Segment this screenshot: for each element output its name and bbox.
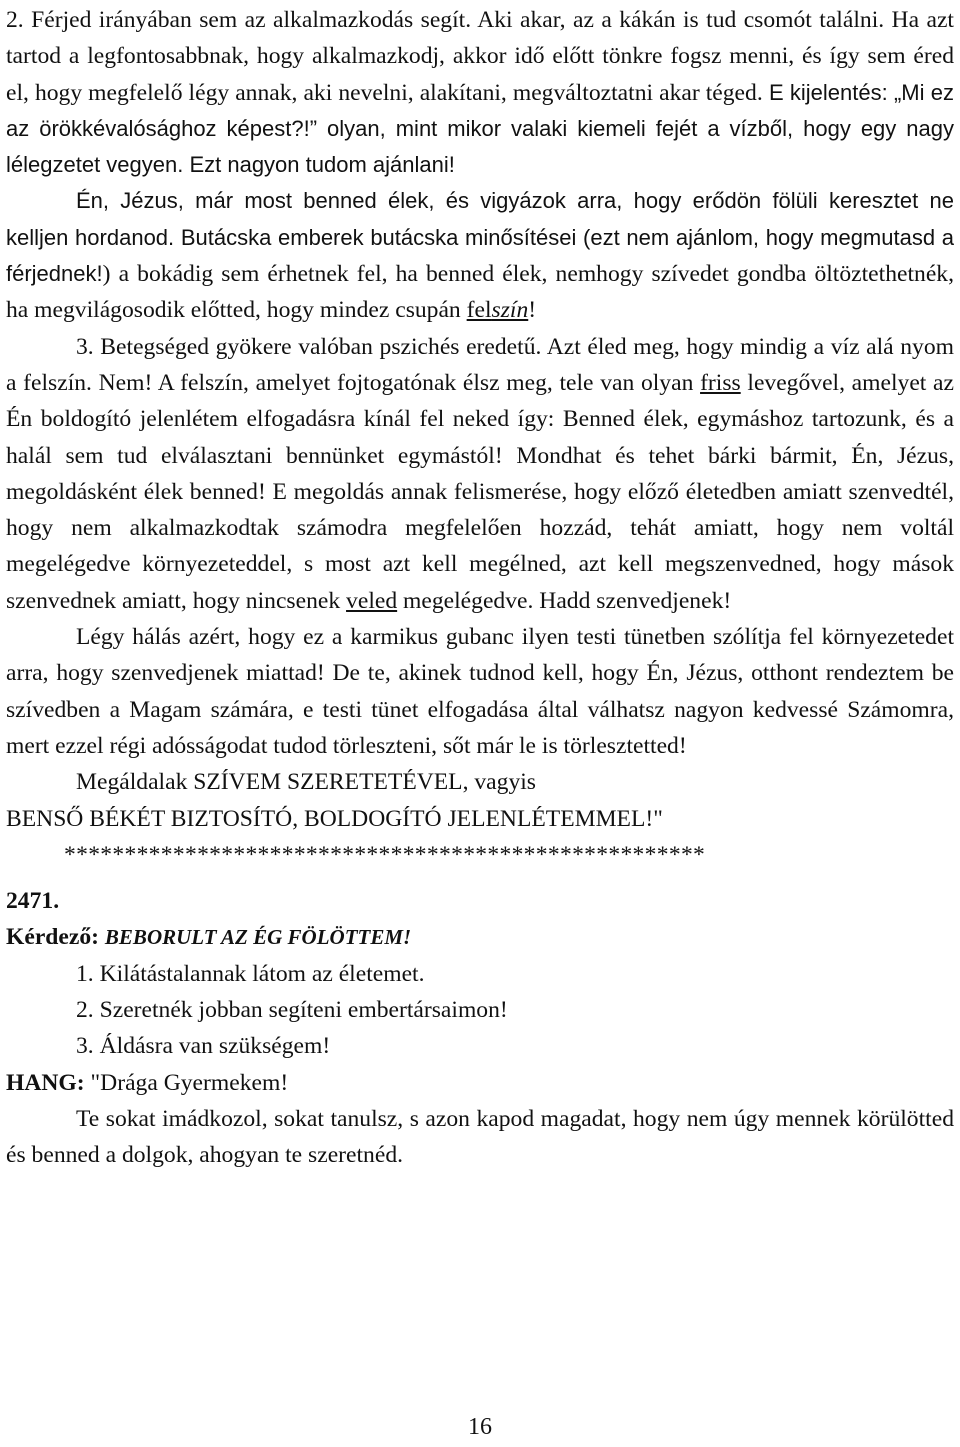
question-item-1: 1. Kilátástalannak látom az életemet. <box>76 960 425 987</box>
paragraph-jezus <box>6 183 954 328</box>
paragraph-jezus-serif <box>6 261 954 323</box>
paragraph-jezus-serif-text: ) a bokádig sem érhetnek fel, ha benned élek, nemhogy szívedet gondba öltöztethetnék, ha megvilágosodik előtted, hogy mindez csupán <box>6 261 954 324</box>
page-number: 16 <box>468 1414 492 1440</box>
paragraph-halas: Légy hálás azért, hogy ez a karmikus gubanc ilyen testi tünetben szólítja fel környezetedet arra, hogy szenvedjenek miattad! De te, akinek tudnod kell, hogy Én, Jézus, otthont rendeztem be szívedben a Magam számára, e testi tünet elfogadása által válhatsz nagyon kedvessé Számomra, mert ezzel régi adósságodat tudod törleszteni, sőt már le is törlesztetted! <box>6 624 954 759</box>
voice-line <box>6 1065 954 1101</box>
questioner-title: BEBORULT AZ ÉG FÖLÖTTEM! <box>104 925 412 950</box>
paragraph-betegseg-b: levegővel, amelyet az Én boldogító jelenlétem elfogadásra kínál fel neked így: Benned élek, egymáshoz tartozunk, és a halál sem tud elválasztani bennünket egymástól! Mondhat és tehet bárki bármit, Én, Jézus, megoldásként élek benned! E megoldás annak felismerése, hogy előző életedben amiatt szenvedtél, hogy nem alkalmazkodtak számodra megfelelően hozzád, tehát amiatt, hogy nem voltál megelégedve környezeteddel, s most azt kell megélned, azt kell megszenvedned, hogy mások szenvednek amiatt, hogy nincsenek <box>6 369 954 614</box>
voice-greeting: "Drága Gyermekem! <box>84 1069 289 1096</box>
paragraph-alkalmazkodas-serif: 2. Férjed irányában sem az alkalmazkodás segít. Aki akar, az a kákán is tud csomót találni. Ha azt tartod a legfontosabbnak, hogy alkalmazkodj, akkor idő előtt tönkre fogsz menni, és így sem éred el, hogy megfelelő légy annak, aki nevelni, alakítani, megváltoztatni akar téged. <box>6 7 954 106</box>
paragraph-jezus-end: ! <box>528 297 537 324</box>
felszin-italic: szín <box>491 297 529 324</box>
document-page <box>6 0 954 1174</box>
blessing-line-2: BENSŐ BÉKÉT BIZTOSÍTÓ, BOLDOGÍTÓ JELENLÉTEMMEL!" <box>6 805 663 832</box>
entry-number <box>6 883 954 919</box>
paragraph-betegseg-a: 3. Betegséged gyökere valóban pszichés eredetű. Azt éled meg, hogy mindig a víz alá nyom a felszín. Nem! A felszín, amelyet fojtogatónak élsz meg, tele van olyan <box>6 333 954 396</box>
voice-label: HANG: <box>6 1069 85 1096</box>
felszin-normal: fel <box>466 297 492 324</box>
paragraph-betegseg-c: megelégedve. Hadd szenvedjenek! <box>397 587 732 614</box>
paragraph-alkalmazkodas-sans: E kijelentés: „Mi ez az örökkévalósághoz képest?!” olyan, mint mikor valaki kiemeli fejét a vízből, hogy egy nagy lélegzetet vegyen. Ezt nagyon tudom ajánlani! <box>6 79 955 178</box>
question-item-3: 3. Áldásra van szükségem! <box>76 1033 331 1060</box>
questioner-label: Kérdező: <box>6 924 100 951</box>
underlined-felszin <box>467 297 529 323</box>
paragraph-alkalmazkodas <box>6 2 954 183</box>
paragraph-imadkozol: Te sokat imádkozol, sokat tanulsz, s azon kapod magadat, hogy nem úgy mennek körülötted és benned a dolgok, ahogyan te szeretnéd. <box>6 1105 954 1169</box>
underlined-friss: friss <box>700 369 741 396</box>
paragraph-jezus-sans: Én, Jézus, már most benned élek, és vigyázok arra, hogy erődön fölüli keresztet ne kelljen hordanod. Butácska emberek butácska minősítései (ezt nem ajánlom, hogy megmutasd a férjednek! <box>6 188 954 287</box>
entry-number-text: 2471. <box>6 888 60 915</box>
question-item-2: 2. Szeretnék jobban segíteni embertársaimon! <box>76 997 508 1024</box>
underlined-veled: veled <box>346 587 398 614</box>
separator-stars: ***************************************************** <box>64 841 706 868</box>
questioner-line <box>6 919 954 955</box>
blessing-line-1: Megáldalak SZÍVEM SZERETETÉVEL, vagyis <box>76 769 536 796</box>
paragraph-betegseg <box>6 329 954 619</box>
